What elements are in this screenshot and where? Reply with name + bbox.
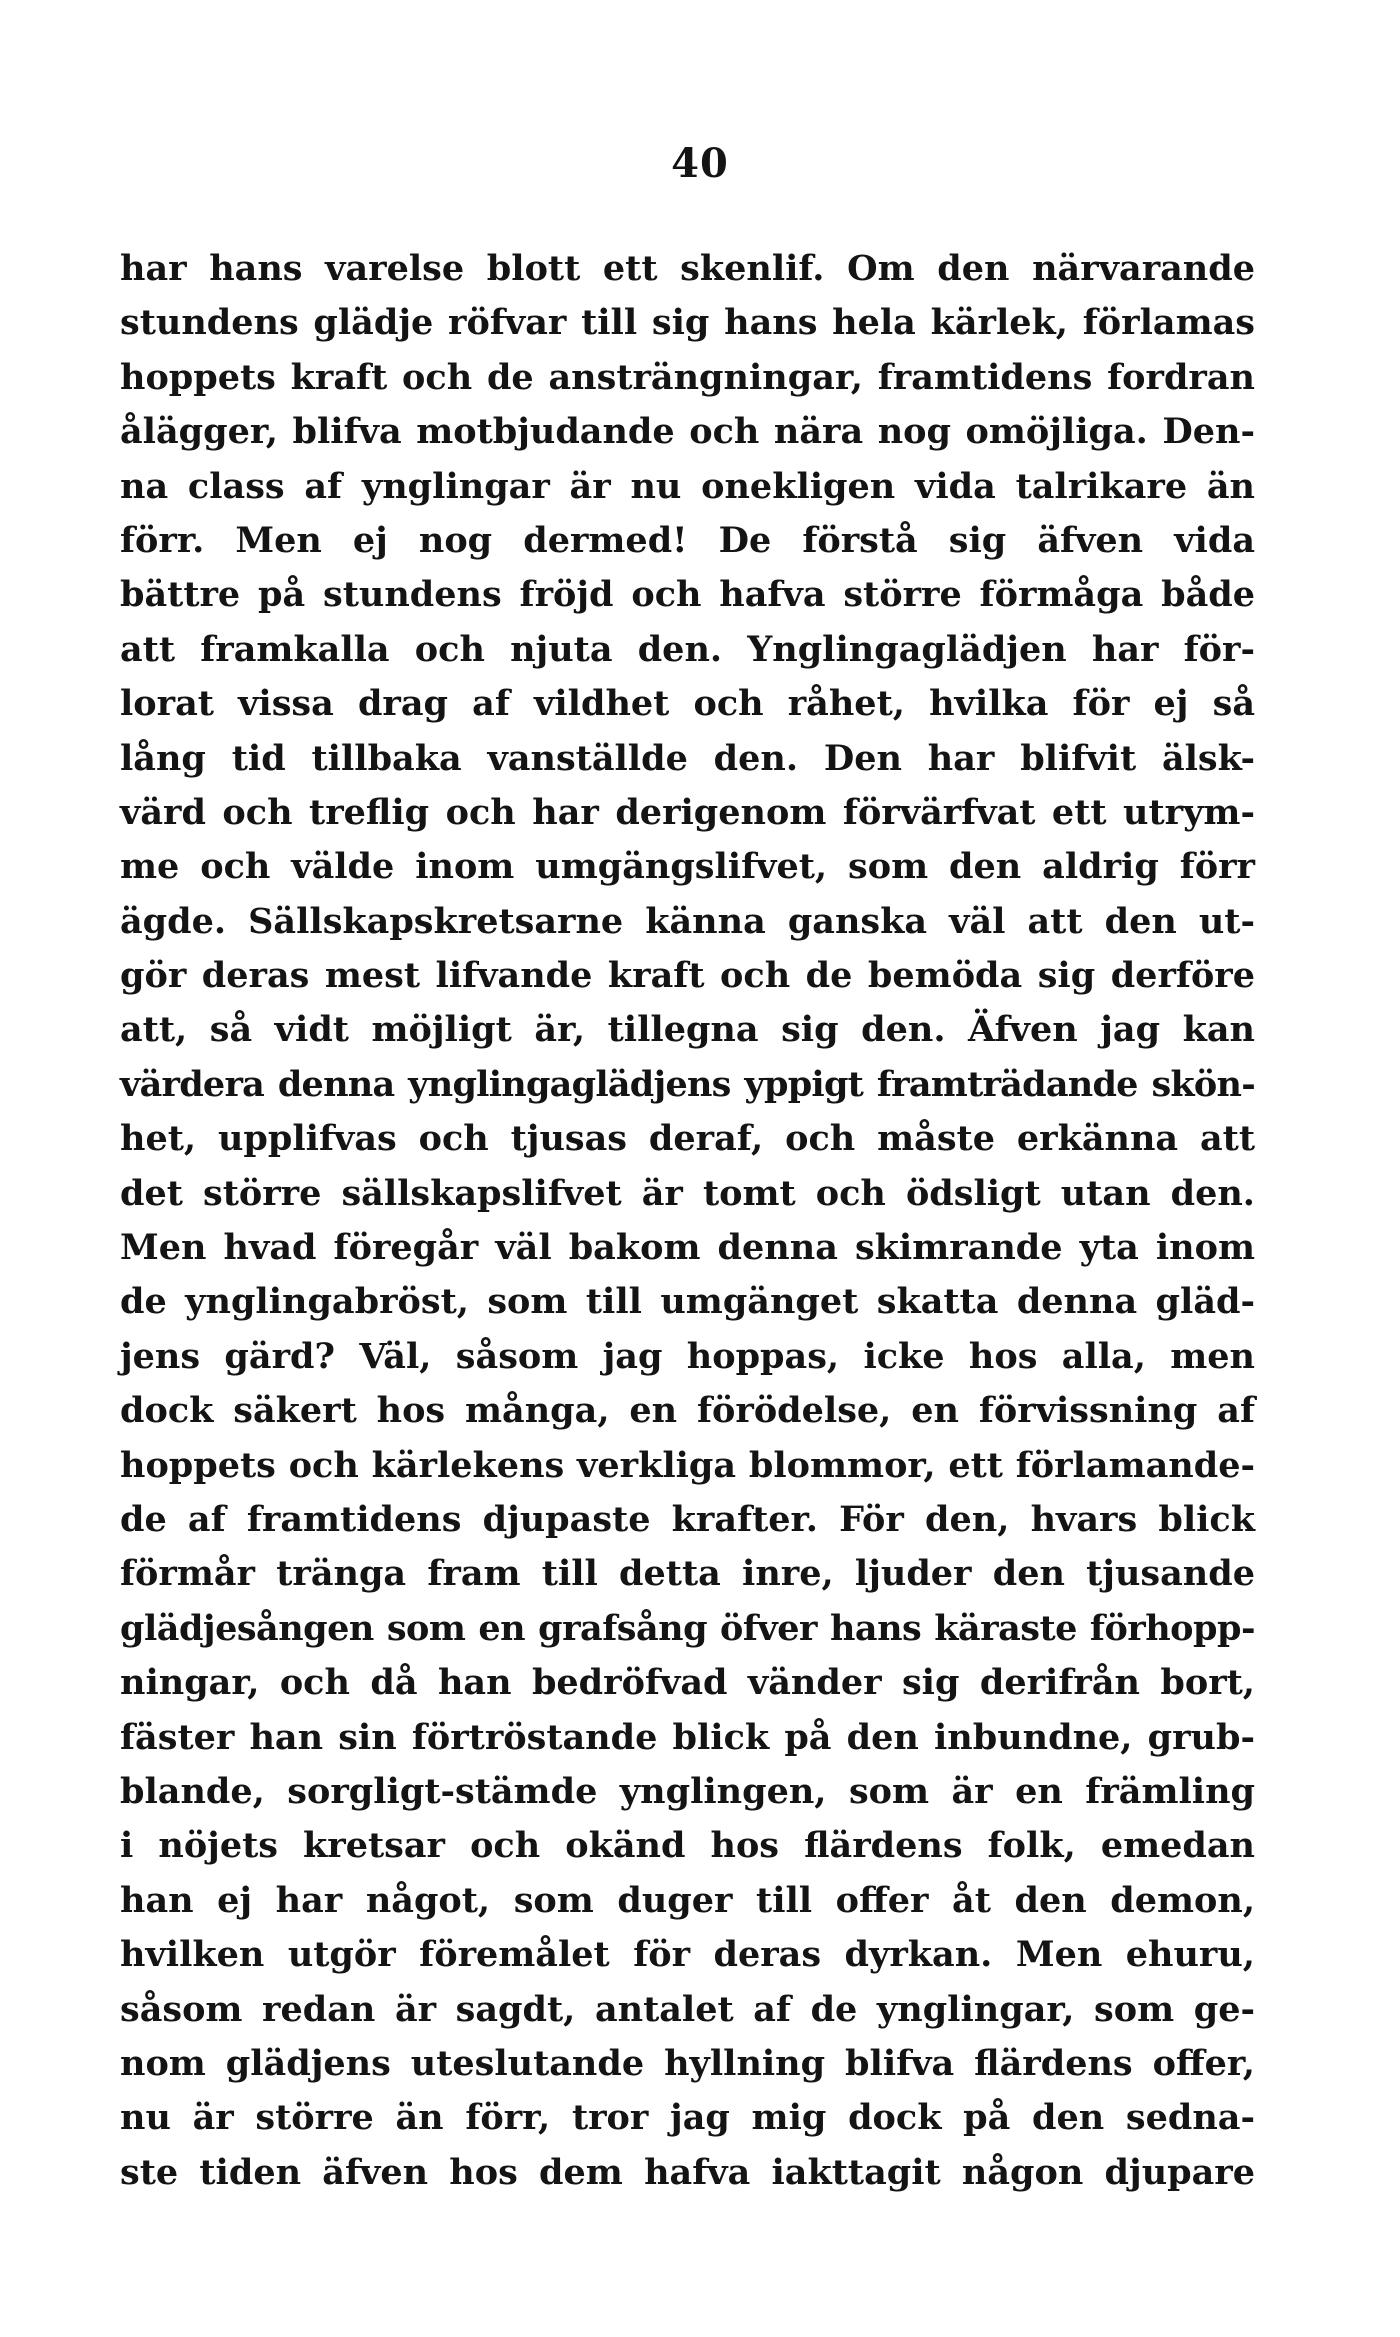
text-line: het, upplifvas och tjusas deraf, och måste erkänna att bbox=[120, 1118, 1255, 1160]
text-line: att framkalla och njuta den. Ynglingaglädjen har för- bbox=[120, 628, 1255, 670]
text-line: han ej har något, som duger till offer åt den demon, bbox=[120, 1879, 1255, 1921]
body-text bbox=[120, 242, 1255, 2200]
text-line: att, så vidt möjligt är, tillegna sig den. Äfven jag kan bbox=[120, 1009, 1255, 1051]
text-line: me och välde inom umgängslifvet, som den aldrig förr bbox=[120, 846, 1255, 888]
text-line: de ynglingabröst, som till umgänget skatta denna gläd- bbox=[120, 1281, 1255, 1323]
text-line: ste tiden äfven hos dem hafva iakttagit någon djupare bbox=[120, 2151, 1255, 2193]
text-line: blande, sorgligt-stämde ynglingen, som är en främling bbox=[120, 1770, 1255, 1812]
text-line: har hans varelse blott ett skenlif. Om den närvarande bbox=[120, 248, 1255, 289]
text-line: de af framtidens djupaste krafter. För den, hvars blick bbox=[120, 1498, 1255, 1540]
text-line: Men hvad föregår väl bakom denna skimrande yta inom bbox=[120, 1227, 1255, 1269]
text-line: lorat vissa drag af vildhet och råhet, hvilka för ej så bbox=[120, 683, 1255, 725]
text-line: nom glädjens uteslutande hyllning blifva flärdens offer, bbox=[120, 2042, 1255, 2084]
text-line: gör deras mest lifvande kraft och de bemöda sig derföre bbox=[120, 955, 1255, 997]
text-line: hoppets kraft och de ansträngningar, framtidens fordran bbox=[120, 356, 1255, 398]
text-line: hoppets och kärlekens verkliga blommor, ett förlamande- bbox=[120, 1444, 1255, 1486]
text-line: hvilken utgör föremålet för deras dyrkan. Men ehuru, bbox=[120, 1934, 1255, 1976]
text-line: bättre på stundens fröjd och hafva större förmåga både bbox=[120, 574, 1255, 616]
text-line: värdera denna ynglingaglädjens yppigt framträdande skön- bbox=[120, 1063, 1255, 1105]
text-line: dock säkert hos många, en förödelse, en förvissning af bbox=[120, 1390, 1255, 1432]
text-line: i nöjets kretsar och okänd hos flärdens folk, emedan bbox=[120, 1825, 1255, 1867]
text-line: na class af ynglingar är nu onekligen vida talrikare än bbox=[120, 465, 1255, 507]
text-line: jens gärd? Väl, såsom jag hoppas, icke hos alla, men bbox=[120, 1335, 1255, 1377]
page-number: 40 bbox=[671, 140, 729, 187]
text-line: glädjesången som en grafsång öfver hans käraste förhopp- bbox=[120, 1607, 1255, 1649]
text-line: stundens glädje röfvar till sig hans hela kärlek, förlamas bbox=[120, 302, 1255, 344]
text-line: såsom redan är sagdt, antalet af de ynglingar, som ge- bbox=[120, 1988, 1255, 2030]
text-line: ålägger, blifva motbjudande och nära nog omöjliga. Den- bbox=[120, 411, 1255, 453]
text-line: värd och treflig och har derigenom förvärfvat ett utrym- bbox=[120, 791, 1255, 833]
text-line: förr. Men ej nog dermed! De förstå sig äfven vida bbox=[120, 519, 1255, 561]
text-line: ägde. Sällskapskretsarne känna ganska väl att den ut- bbox=[120, 900, 1255, 942]
text-line: nu är större än förr, tror jag mig dock på den sedna- bbox=[120, 2097, 1255, 2139]
text-line: ningar, och då han bedröfvad vänder sig derifrån bort, bbox=[120, 1662, 1255, 1704]
text-line: fäster han sin förtröstande blick på den inbundne, grub- bbox=[120, 1716, 1255, 1758]
text-line: det större sällskapslifvet är tomt och ödsligt utan den. bbox=[120, 1172, 1255, 1214]
text-line: förmår tränga fram till detta inre, ljuder den tjusande bbox=[120, 1553, 1255, 1595]
text-line: lång tid tillbaka vanställde den. Den har blifvit älsk- bbox=[120, 737, 1255, 779]
